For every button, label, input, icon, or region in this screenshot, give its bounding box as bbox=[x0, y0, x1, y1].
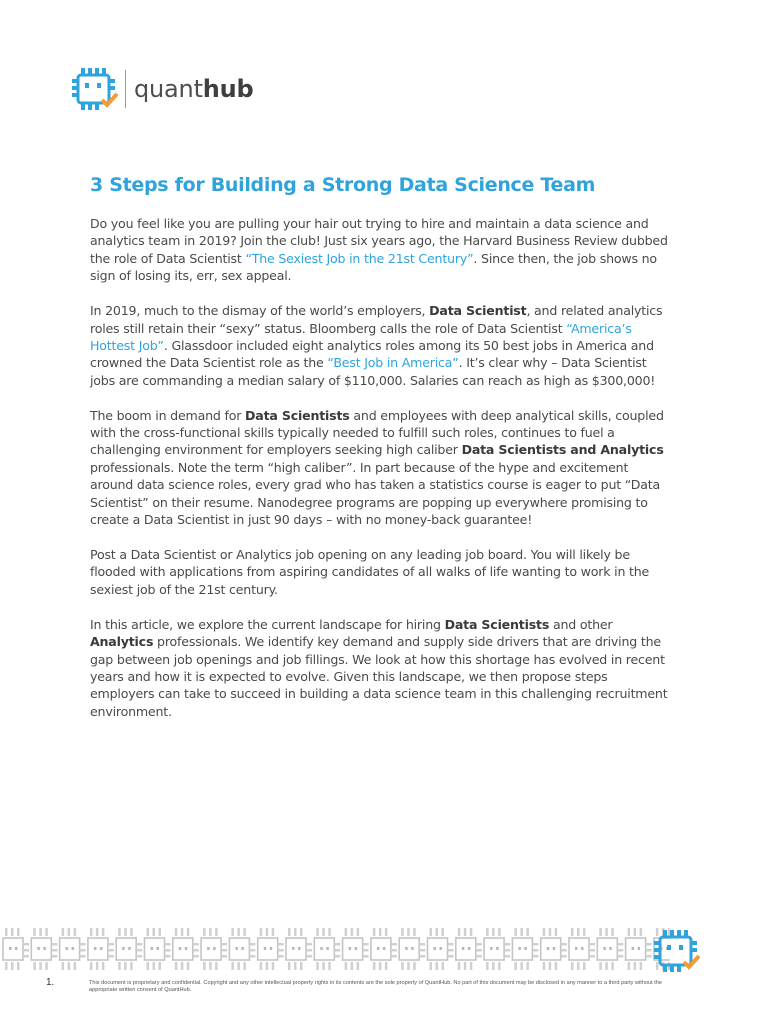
robot-chip-icon bbox=[654, 929, 700, 973]
paragraph bbox=[90, 407, 674, 529]
body-text: Do you feel like you are pulling your hair out trying to hire and maintain a data science and analytics team in 2019? Join the club! Just six years ago, the Harvard Business Review dubbed the role of Data Scientist bbox=[90, 216, 668, 266]
chain-chip bbox=[88, 928, 114, 970]
chain-chip bbox=[484, 928, 510, 970]
emphasis-text: Data Scientist bbox=[429, 303, 527, 319]
body-text: . Since then, the job shows no sign of losing its, err, sex appeal. bbox=[90, 250, 657, 284]
chain-chip bbox=[597, 928, 623, 970]
chain-chip bbox=[428, 928, 454, 970]
chain-chip bbox=[371, 928, 397, 970]
article-link[interactable]: “Best Job in America” bbox=[327, 355, 459, 371]
paragraph bbox=[90, 546, 674, 598]
body-text: Post a Data Scientist or Analytics job opening on any leading job board. You will likely be flooded with applications from aspiring candidates of all walks of life wanting to work in the sexiest job of the 21st century. bbox=[90, 547, 650, 597]
emphasis-text: Data Scientists and Analytics bbox=[461, 442, 664, 458]
chain-chip bbox=[201, 928, 227, 970]
chain-chip bbox=[541, 928, 567, 970]
chain-chip bbox=[31, 928, 57, 970]
emphasis-text: Analytics bbox=[90, 634, 154, 650]
chain-chip bbox=[286, 928, 312, 970]
paragraph bbox=[90, 215, 674, 285]
paragraph bbox=[90, 616, 674, 720]
page-number: 1. bbox=[46, 977, 55, 988]
emphasis-text: Data Scientists bbox=[444, 616, 550, 632]
confidentiality-notice: This document is proprietary and confidential. Copyright and any other intellectual property rights in its contents are the sole property of QuantHub. No part of this document may be disclosed in any manner to a third party without the appropriate written consent of QuantHub. bbox=[89, 980, 663, 993]
chain-chip bbox=[512, 928, 538, 970]
chain-chip bbox=[314, 928, 340, 970]
chain-chip bbox=[258, 928, 284, 970]
chain-chip bbox=[569, 928, 595, 970]
chip-chain-decoration bbox=[0, 924, 670, 978]
article-title: 3 Steps for Building a Strong Data Science Team bbox=[90, 174, 596, 196]
body-text: , and related analytics roles still retain their “sexy” status. Bloomberg calls the role of Data Scientist bbox=[90, 303, 663, 336]
article-link[interactable]: “America’s Hottest Job” bbox=[90, 320, 632, 353]
chain-chip bbox=[173, 928, 199, 970]
robot-chip-icon bbox=[72, 67, 118, 111]
article-body bbox=[90, 215, 674, 738]
body-text: . It’s clear why – Data Scientist jobs are commanding a median salary of $110,000. Salaries can reach as high as $300,000! bbox=[90, 355, 656, 388]
body-text: and employees with deep analytical skills, coupled with the cross-functional skills typically needed to fulfill such roles, continues to fuel a challenging environment for employers seeking high caliber bbox=[90, 407, 664, 458]
chain-chip bbox=[3, 928, 29, 970]
chain-chip bbox=[229, 928, 255, 970]
emphasis-text: Data Scientists bbox=[245, 407, 350, 423]
chain-chip bbox=[626, 928, 652, 970]
chain-chip bbox=[145, 928, 171, 970]
quanthub-logo bbox=[72, 66, 254, 112]
body-text: and other bbox=[549, 616, 613, 632]
chain-chip bbox=[456, 928, 482, 970]
body-text: . Glassdoor included eight analytics roles among its 50 best jobs in America and crowned the Data Scientist role as the bbox=[90, 337, 654, 371]
body-text: The boom in demand for bbox=[90, 407, 246, 423]
body-text: In 2019, much to the dismay of the world’s employers, bbox=[90, 303, 430, 319]
body-text: In this article, we explore the current landscape for hiring bbox=[90, 616, 445, 632]
article-link[interactable]: “The Sexiest Job in the 21st Century” bbox=[245, 250, 474, 266]
chain-chip bbox=[116, 928, 142, 970]
logo-divider bbox=[125, 70, 126, 108]
body-text: professionals. We identify key demand and supply side drivers that are driving the gap between job openings and job fillings. We look at how this shortage has evolved in recent years and how it is expected to evolve. Given this landscape, we then propose steps employers can take to succeed in building a data science team in this challenging recruitment environment. bbox=[90, 634, 668, 719]
chain-chip bbox=[60, 928, 86, 970]
paragraph bbox=[90, 302, 674, 389]
logo-wordmark: quanthub bbox=[134, 75, 254, 103]
chain-chip bbox=[343, 928, 369, 970]
chain-chip bbox=[399, 928, 425, 970]
body-text: professionals. Note the term “high caliber”. In part because of the hype and excitement around data science roles, every grad who has taken a statistics course is eager to put “Data Scientist” on their resume. Nanodegree programs are popping up everywhere promising to create a Data Scientist in just 90 days – with no money-back guarantee! bbox=[90, 459, 661, 528]
